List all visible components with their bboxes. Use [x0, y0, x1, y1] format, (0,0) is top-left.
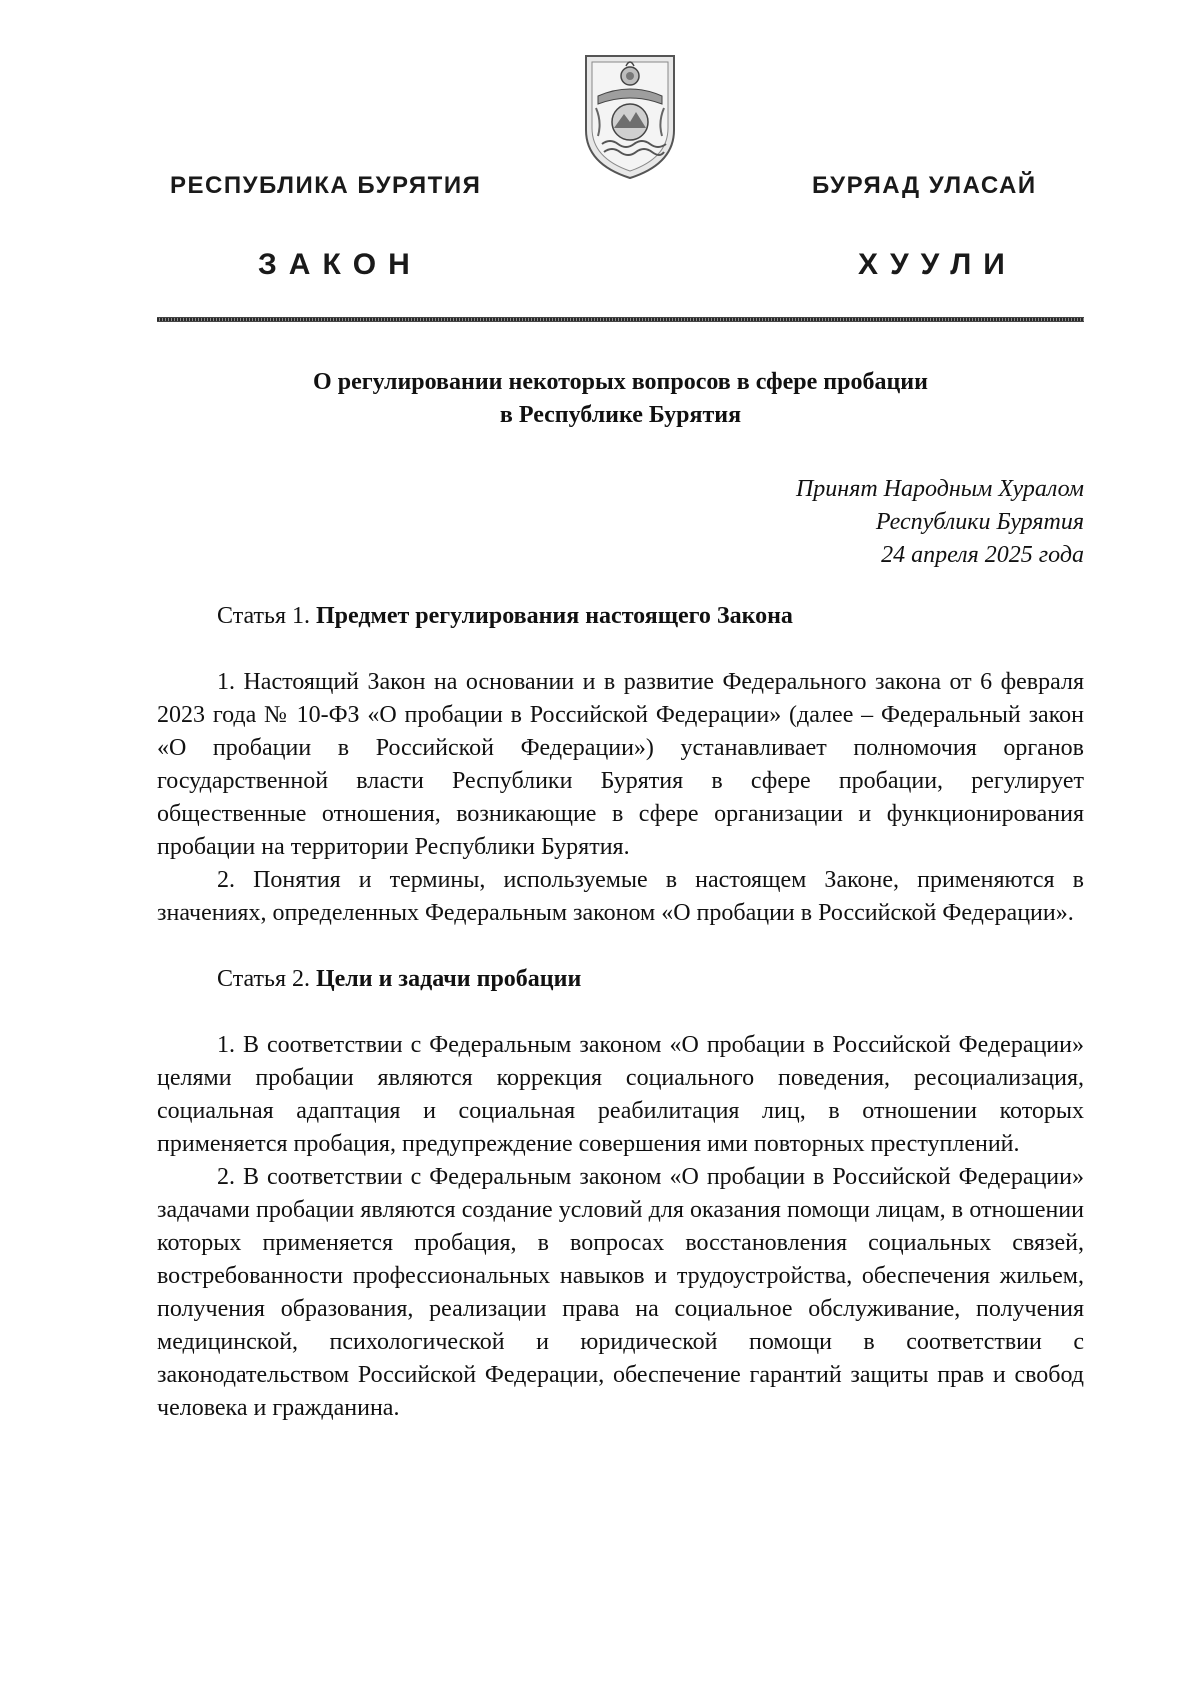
header-republic-name-bu: БУРЯАД УЛАСАЙ	[812, 172, 1037, 199]
article-title: Предмет регулирования настоящего Закона	[315, 603, 793, 629]
adoption-note-line: 24 апреля 2025 года	[881, 542, 1084, 568]
article-2-paragraph-1: 1. В соответствии с Федеральным законом «О пробации в Российской Федерации» целями пробации являются коррекция социального поведения, ресоциализация, социальная адаптация и социальная реабилитация лиц, в отношении которых применяется пробация, предупреждение совершения ими повторных преступлений.	[157, 1032, 1084, 1157]
header-law-ru: ЗАКОН	[258, 248, 422, 281]
adoption-note-line: Принят Народным Хуралом	[795, 476, 1084, 502]
article-prefix: Статья 2.	[217, 966, 310, 992]
article-1-paragraph-2: 2. Понятия и термины, используемые в настоящем Законе, применяются в значениях, определенных Федеральным законом «О пробации в Российской Федерации».	[157, 867, 1084, 926]
document-body	[157, 600, 1084, 1425]
document-title-line: О регулировании некоторых вопросов в сфере пробации	[313, 369, 928, 395]
document-title-line: в Республике Бурятия	[499, 402, 742, 428]
header-republic-name-ru: РЕСПУБЛИКА БУРЯТИЯ	[170, 172, 482, 199]
document-title	[157, 366, 1084, 432]
article-2-heading	[157, 963, 1084, 996]
article-1-heading	[157, 600, 1084, 633]
article-2-paragraph-2: 2. В соответствии с Федеральным законом «О пробации в Российской Федерации» задачами пробации являются создание условий для оказания помощи лицам, в отношении которых применяется пробация, в вопросах восстановления социальных связей, востребованности профессиональных навыков и трудоустройства, обеспечения жильем, получения образования, реализации права на социальное обслуживание, получения медицинской, психологической и юридической помощи в соответствии с законодательством Российской Федерации, обеспечение гарантий защиты прав и свобод человека и гражданина.	[157, 1164, 1084, 1421]
article-prefix: Статья 1.	[217, 603, 310, 629]
article-1-paragraph-1: 1. Настоящий Закон на основании и в развитие Федерального закона от 6 февраля 2023 года № 10-ФЗ «О пробации в Российской Федерации» (далее – Федеральный закон «О пробации в Российской Федерации») устанавливает полномочия органов государственной власти Республики Бурятия в сфере пробации, регулирует общественные отношения, возникающие в сфере организации и функционирования пробации на территории Республики Бурятия.	[157, 669, 1084, 860]
header-divider	[157, 317, 1084, 322]
adoption-note-line: Республики Бурятия	[875, 509, 1084, 535]
article-title: Цели и задачи пробации	[315, 966, 582, 992]
adoption-note	[796, 473, 1084, 572]
header-law-bu: ХУУЛИ	[858, 248, 1017, 281]
coat-of-arms-icon	[580, 52, 680, 182]
